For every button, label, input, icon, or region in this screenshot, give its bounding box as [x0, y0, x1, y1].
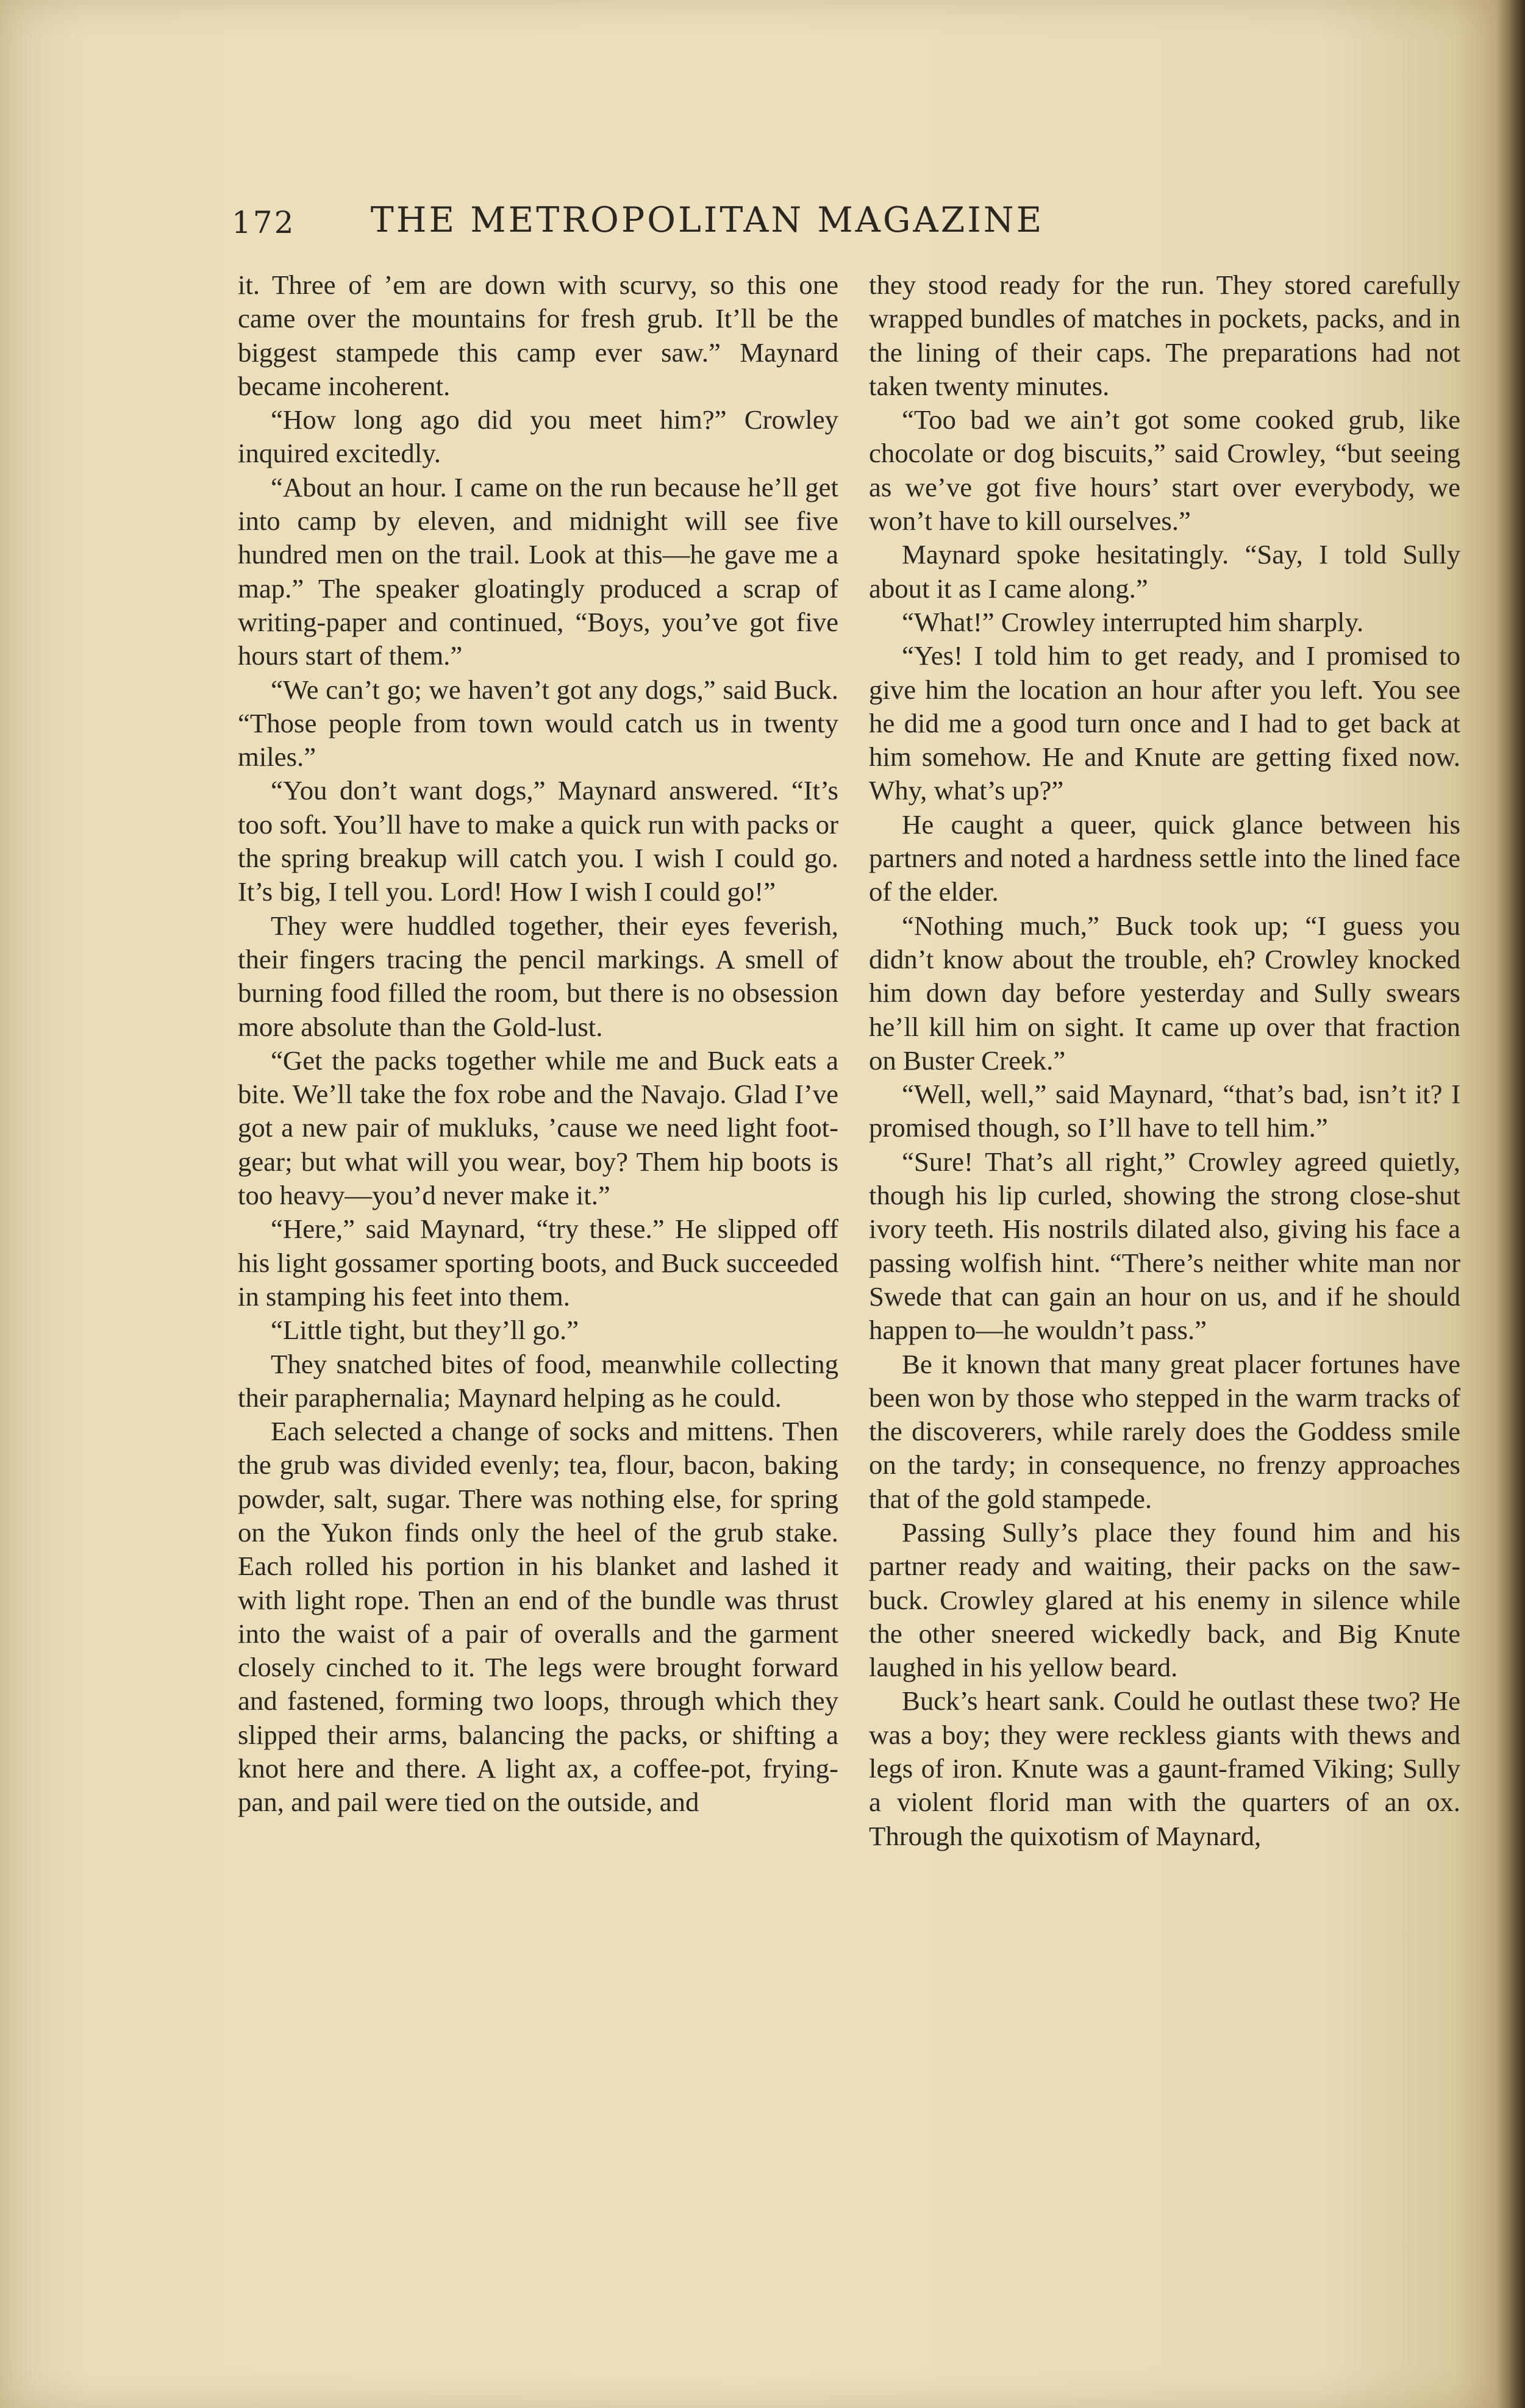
paragraph: “Sure! That’s all right,” Crowley agreed quietly, though his lip curled, showing the strong close-shut ivory teeth. His nostrils dilated also, giving his face a passing wolfish hint. “There’s neither white man nor Swede that can gain an hour on us, and if he should happen to—he wouldn’t pass.”	[869, 1146, 1460, 1346]
paragraph: “You don’t want dogs,” Maynard answered. “It’s too soft. You’ll have to make a quick run with packs or the spring breakup will catch you. I wish I could go. It’s big, I tell you. Lord! How I wish I could go!”	[238, 775, 838, 907]
paragraph: “Nothing much,” Buck took up; “I guess you didn’t know about the trouble, eh? Crowley knocked him down day before yesterday and Sully swears he’ll kill him on sight. It came up over that fraction on Buster Creek.”	[869, 910, 1460, 1076]
page-number: 172	[232, 205, 296, 240]
paragraph: they stood ready for the run. They stored carefully wrapped bundles of matches in pockets, packs, and in the lining of their caps. The preparations had not taken twenty minutes.	[869, 270, 1460, 401]
paragraph: Buck’s heart sank. Could he outlast these two? He was a boy; they were reckless giants with thews and legs of iron. Knute was a gaunt-framed Viking; Sully a violent florid man with the quarters of an ox. Through the quixotism of Maynard,	[869, 1685, 1460, 1851]
paragraph: They snatched bites of food, meanwhile collecting their paraphernalia; Maynard helping as he could.	[238, 1348, 838, 1413]
paragraph: “Well, well,” said Maynard, “that’s bad, isn’t it? I promised though, so I’ll have to tell him.”	[869, 1079, 1460, 1143]
left-column	[238, 268, 838, 1820]
paragraph: “Here,” said Maynard, “try these.” He slipped off his light gossamer sporting boots, and Buck succeeded in stamping his feet into them.	[238, 1213, 838, 1312]
running-head: THE METROPOLITAN MAGAZINE	[370, 200, 1045, 240]
paragraph: “We can’t go; we haven’t got any dogs,” said Buck. “Those people from town would catch us in twenty miles.”	[238, 674, 838, 773]
paragraph: “Too bad we ain’t got some cooked grub, like chocolate or dog biscuits,” said Crowley, “but seeing as we’ve got five hours’ start over everybody, we won’t have to kill ourselves.”	[869, 404, 1460, 537]
paragraph: “About an hour. I came on the run because he’ll get into camp by eleven, and midnight will see five hundred men on the trail. Look at this—he gave me a map.” The speaker gloatingly produced a scrap of writing-paper and continued, “Boys, you’ve got five hours start of them.”	[238, 471, 838, 671]
paragraph: Passing Sully’s place they found him and his partner ready and waiting, their packs on the saw-buck. Crowley glared at his enemy in silence while the other sneered wickedly back, and Big Knute laughed in his yellow beard.	[869, 1517, 1460, 1683]
paragraph: Maynard spoke hesitatingly. “Say, I told Sully about it as I came along.”	[869, 539, 1460, 604]
paragraph: They were huddled together, their eyes feverish, their fingers tracing the pencil markings. A smell of burning food filled the room, but there is no obsession more absolute than the Gold-lust.	[238, 910, 838, 1042]
paragraph: “How long ago did you meet him?” Crowley inquired excitedly.	[238, 404, 838, 469]
paragraph: He caught a queer, quick glance between his partners and noted a hardness settle into the lined face of the elder.	[869, 809, 1460, 907]
right-column	[869, 268, 1460, 1853]
paragraph: “What!” Crowley interrupted him sharply.	[902, 606, 1364, 637]
paragraph: it. Three of ’em are down with scurvy, so this one came over the mountains for fresh grub. It’ll be the biggest stampede this camp ever saw.” Maynard became incoherent.	[238, 270, 838, 401]
paragraph: “Yes! I told him to get ready, and I promised to give him the location an hour after you left. You see he did me a good turn once and I had to get back at him somehow. He and Knute are getting fixed now. Why, what’s up?”	[869, 640, 1460, 806]
paragraph: Be it known that many great placer fortunes have been won by those who stepped in the warm tracks of the discoverers, while rarely does the Goddess smile on the tardy; in consequence, no frenzy approaches that of the gold stampede.	[869, 1348, 1460, 1514]
page-binding-edge	[1497, 0, 1525, 2408]
page-header	[232, 195, 1183, 250]
paragraph: “Get the packs together while me and Buck eats a bite. We’ll take the fox robe and the Navajo. Glad I’ve got a new pair of mukluks, ’cause we need light foot-gear; but what will you wear, boy? Them hip boots is too heavy—you’d never make it.”	[238, 1045, 838, 1211]
paragraph: “Little tight, but they’ll go.”	[271, 1315, 579, 1346]
paragraph: Each selected a change of socks and mittens. Then the grub was divided evenly; tea, flour, bacon, baking powder, salt, sugar. There was nothing else, for spring on the Yukon finds only the heel of the grub stake. Each rolled his portion in his blanket and lashed it with light rope. Then an end of the bundle was thrust into the waist of a pair of overalls and the garment closely cinched to it. The legs were brought forward and fastened, forming two loops, through which they slipped their arms, balancing the packs, or shifting a knot here and there. A light ax, a coffee-pot, frying-pan, and pail were tied on the outside, and	[238, 1416, 838, 1818]
